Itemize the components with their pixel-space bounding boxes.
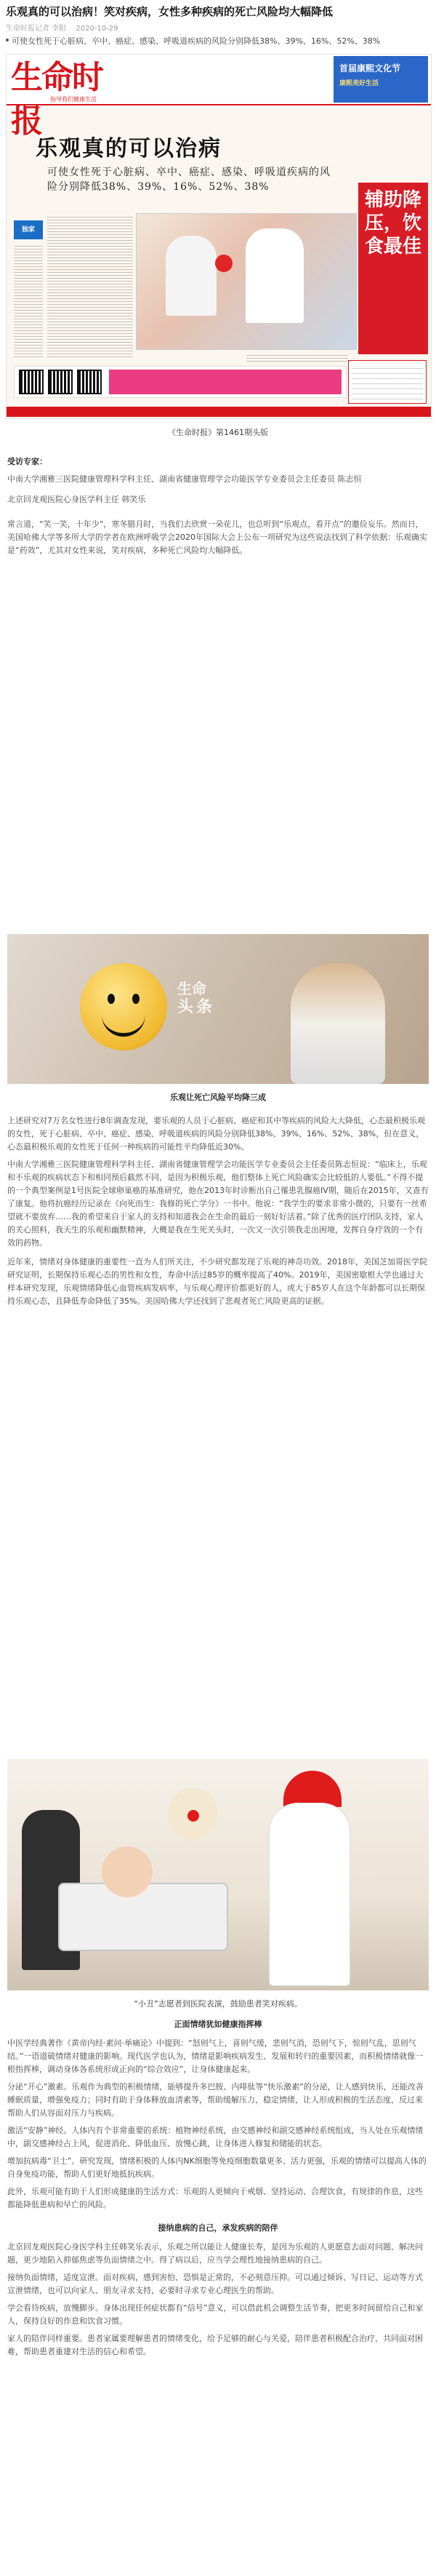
- section-optimism: [0, 1091, 436, 1308]
- watermark-logo: 生命 头条: [177, 980, 216, 1016]
- newspaper-subhead: 可使女性死于心脏病、卒中、癌症、感染、呼吸道疾病的风险分别降低38%、39%、16%、52%、38%: [47, 167, 331, 193]
- paragraph-clinical: 中南大学湘雅三医院健康管理科学科主任、湖南省健康管理学会功能医学专业委员会主任委员陈志恒说：“临床上，乐观和不乐观的疾病状态下和相同预后截然不同，是因为积极乐观，他们整体上死亡风险确实会比较低的人要低。”不得不提的一个典型案例是1号医院全球卵巢癌的基准研究，他在2013年时诊断出自己罹患乳腺癌IV期，随后在2015年，又查有了康复。他将抗癌经历记录在《向死而生：我修的死亡学分》一书中。他说：“我学生的要求非常小微的，只要有一丝希望就不要放弃……我的希望来自于家人的支持和知道我会在生命的最后一刻好好活着。”除了优秀的医疗团队支持，家人的关心照料，我天生的乐观和幽默精神，大概是我在生死关头时，一次又一次引领我走出困境，发挥自身疗效的一个有效的药物。: [7, 1160, 429, 1248]
- heading-acceptance: 接纳患病的自己，承发疾病的陪伴: [158, 2223, 278, 2233]
- paragraph-accept: 北京回龙观医院心身医学科主任韩笑乐表示，乐观之所以能让人健康长寿，是因为乐观的人更愿意去面对问题、解决问题，更少地陷入抑郁焦虑等负面情绪之中。得了病以后，应当学会理性地接纳患病的自己。: [7, 2242, 423, 2265]
- article-summary: 可使女性死于心脏病、卒中、癌症、感染、呼吸道疾病的风险分别降低38%、39%、16%、52%、38%: [0, 34, 436, 51]
- index-box-lines: [352, 364, 423, 400]
- article-title: 乐观真的可以治病！笑对疾病，女性多种疾病的死亡风险均大幅降低: [6, 5, 334, 18]
- qr-code-icon: [19, 370, 44, 394]
- child-patient: [102, 1846, 153, 1897]
- column-text-left: [47, 215, 133, 357]
- masthead-ad-sub: 康熙美好生活: [339, 80, 379, 87]
- smiley-balloon-photo: [7, 934, 429, 1084]
- masthead-ad-title: 首届康熙文化节: [339, 63, 401, 73]
- section-positive-emotion: [0, 1998, 436, 2358]
- photo-figure-right: [246, 228, 304, 323]
- bottom-ad-strip: [14, 366, 347, 398]
- paragraph-slow-down: 学会看待疾病，放慢脚步。身体出现任何症状都有“信号”意义，可以借此机会调整生活节奏，把更多时间留给自己和家人，保持良好的作息和饮食习惯。: [7, 2303, 424, 2326]
- photo2-caption: “小丑”志愿者到医院表演，鼓励患者笑对疾病。: [134, 1999, 302, 2009]
- masthead: [7, 55, 431, 140]
- clown-hat: [283, 1771, 342, 1807]
- index-box: [348, 360, 427, 404]
- promo-banner: [109, 370, 342, 394]
- publish-date: 2020-10-29: [76, 25, 118, 33]
- newspaper-footer-bar: [7, 407, 431, 417]
- clown-volunteer-photo: [7, 1759, 429, 1990]
- exclusive-tag: 独家: [14, 220, 43, 239]
- newspaper-slogan: 指导我们健康生活: [50, 96, 97, 103]
- newspaper-caption: 《生命时报》第1461期头版: [168, 428, 268, 437]
- qr-code-icon: [48, 370, 73, 394]
- smiley-balloon: [80, 963, 167, 1050]
- newspaper-logo: 生命时报: [11, 59, 102, 140]
- newspaper-front-page-image: [6, 54, 432, 419]
- expert-1: 中南大学湘雅三医院健康管理科学科主任、湖南省健康管理学会功能医学专业委员会主任委员 陈志恒: [7, 474, 362, 484]
- masthead-divider: [7, 104, 431, 113]
- qr-code-icon: [77, 370, 102, 394]
- paragraph-family: 家人的陪伴同样重要。患者家属要理解患者的情绪变化，给予足够的耐心与关爱，陪伴患者积极配合治疗，共同面对困难，帮助患者重建对生活的信心和希望。: [7, 2334, 423, 2356]
- paragraph-study: 上述研究对7万名女性进行8年调查发现，要乐观的人员于心脏病、癌症和其中等疾病的风险大大降低，心态最积极乐观的女性，死于心脏病、卒中、癌症、感染、呼吸道疾病的风险分别降低38%、39%、16%、52%、38%，但在意义，心态最积极乐观的女性死于任何一种疾病的可能性平均降低近30%。: [7, 1116, 425, 1152]
- photo-figure-left: [166, 236, 217, 316]
- balloon-eye-left: [108, 994, 115, 1004]
- paragraph-lifestyle: 此外，乐观可能有助于人们形成健康的生活方式：乐观的人更倾向于戒烟、坚持运动、合理饮食，有规律的作息，这些都能降低患病和早亡的风险。: [7, 2187, 423, 2209]
- experts-label: 受访专家：: [7, 457, 47, 466]
- woman-figure: [291, 963, 385, 1084]
- side-banner: 辅助降压，饮食最佳: [358, 183, 428, 354]
- clown-nose: [187, 1810, 199, 1822]
- author[interactable]: 生命时报记者 李阳: [6, 25, 67, 33]
- masthead-ad: [334, 56, 428, 103]
- paragraph-intro: 常言道，“笑一笑，十年少”，寒冬腊月时，当我们去欣赏一朵花儿，也总听到“乐观点，看开点”的邀俭妄乐。然而日，美国哈佛大学等多所大学的学者在欧洲呼吸学会2020年国际大会上公布一项研究为这些说法找到了科学依据：乐观确实是“药效”，尤其对女性来说，笑对疾病，多种死亡风险均大幅降低。: [7, 519, 427, 555]
- article-meta: [0, 20, 436, 34]
- clown-nose: [215, 255, 233, 272]
- front-page-photo: [136, 213, 357, 350]
- heading-positive-emotion: 正面情绪犹如健康指挥棒: [174, 2019, 262, 2029]
- article-page: [0, 0, 436, 557]
- photo1-caption: 乐观让死亡风险平均降三成: [170, 1093, 266, 1102]
- paragraph-hormones: 分泌“开心”激素。乐观作为典型的积极情绪，能够提升多巴胺、内啡肽等“快乐激素”的分泌，让人感到快乐，还能改善睡眠质量，增强免疫力；同时有助于身体释放血清素等，帮助缓解压力，稳定情绪，让人形成积极的生活态度，反过来帮助人们从容面对压力与疾病。: [7, 2082, 424, 2118]
- balloon-eye-right: [132, 994, 140, 1004]
- paragraph-tcm: 中医学经典著作《黄帝内经·素问·举痛论》中提到：“怒则气上，喜则气缓，悲则气消，恐则气下，惊则气乱，思则气结。”一语道破情绪对健康的影响。现代医学也认为，情绪是影响疾病发生、发展和转归的重要因素，而积极情绪就像一根指挥棒，调动身体各系统形成正向的“综合效应”，让身体健康起来。: [7, 2038, 424, 2074]
- newspaper-headline: 乐观真的可以治病: [36, 136, 222, 162]
- paragraph-vent: 接纳负面情绪，适度宣泄。面对疾病，感到害怕、恐惧是正常的，不必刻意压抑。可以通过倾诉、写日记、运动等方式宣泄情绪，也可以向家人、朋友寻求支持，必要时寻求专业心理医生的帮助。: [7, 2273, 423, 2295]
- experts-block: [0, 455, 436, 506]
- paragraph-nerves: 激活“安静”神经。人体内有个非常重要的系统：植物神经系统，由交感神经和副交感神经系统组成，当人处在乐观情绪中，副交感神经占上风，促进消化、降低血压、放慢心跳，让身体进入修复和储能的状态。: [7, 2126, 424, 2148]
- column-text-far-left: [14, 244, 43, 357]
- photo-caption-lines: [246, 353, 348, 363]
- balloon-mouth: [102, 1013, 145, 1037]
- clown-doctor: [269, 1803, 350, 1986]
- paragraph-research: 近年来，情绪对身体健康的重要性一直为人们所关注，不少研究都发现了乐观的神奇功效。2018年，美国芝加哥医学院研究证明，长期保持乐观心态的男性和女性，寿命中活过85岁的概率提高了40%。2019年，美国密歇根大学也通过大样本研究发现，乐观情绪降低心血管疾病发病率，与乐观心理评价都更好的人，或大于85岁人在这个年龄都可以长期保持乐观心态，且降低寿命降低了35%。美国哈佛大学还找到了悲观者死亡风险更高的证据。: [7, 1257, 427, 1306]
- paragraph-immunity: 增加抗病毒“卫士”。研究发现，情绪积极的人体内NK细胞等免疫细胞数量更多、活力更强，乐观的情绪可以提高人体的自身免疫功能，帮助人们更好地抵抗疾病。: [7, 2156, 427, 2179]
- expert-2: 北京回龙观医院心身医学科主任 韩笑乐: [7, 495, 146, 504]
- hospital-bed: [58, 1883, 228, 1951]
